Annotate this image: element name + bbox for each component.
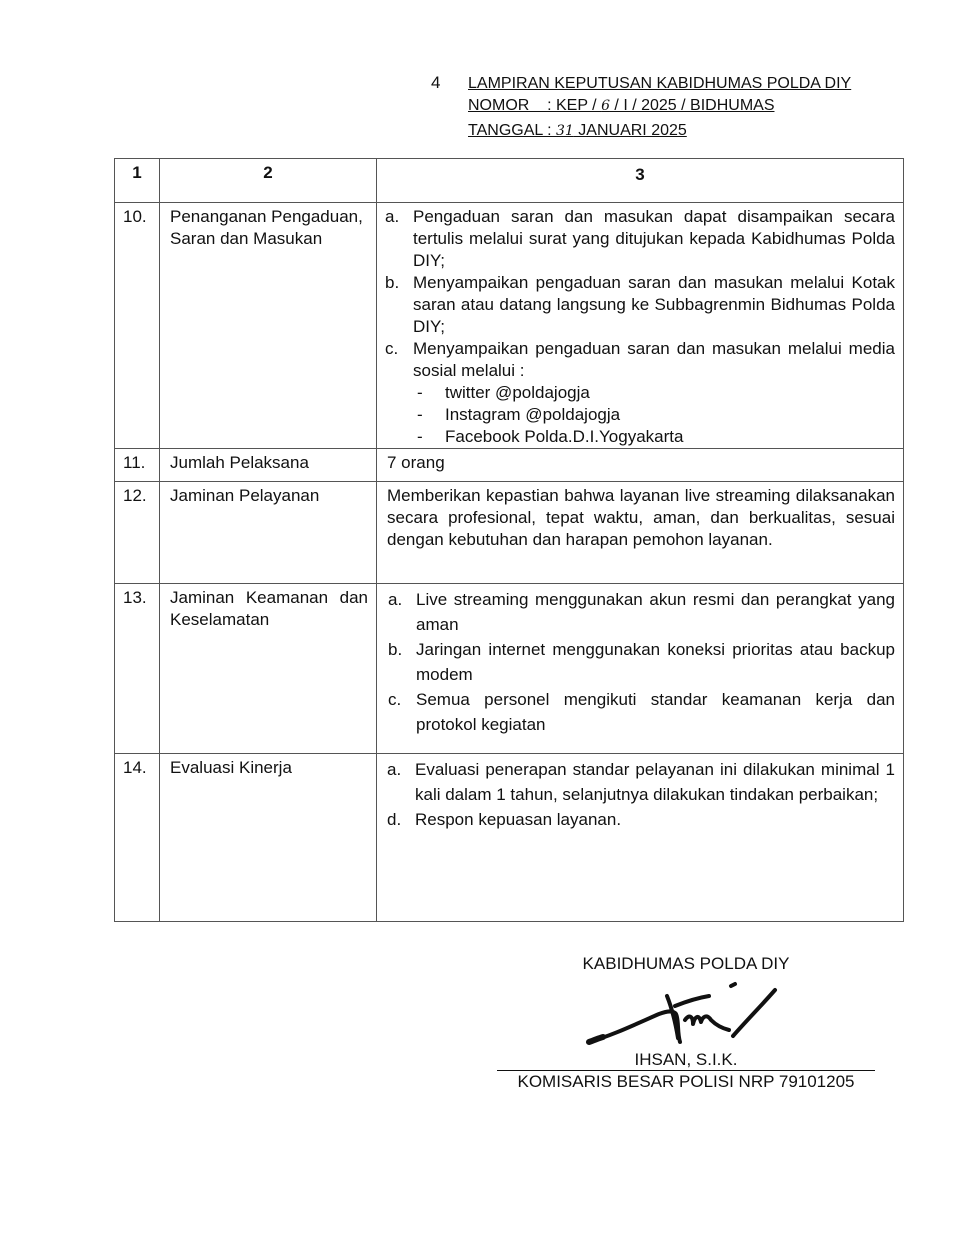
list-item: b. Jaringan internet menggunakan koneksi prioritas atau backup modem [388, 640, 895, 684]
row-title: Penanganan Pengaduan, Saran dan Masukan [160, 203, 377, 449]
list-item: a. Live streaming menggunakan akun resmi dan perangkat yang aman [388, 590, 895, 634]
page-number: 4 [431, 73, 441, 92]
row-content [377, 754, 904, 922]
handwritten-signature [581, 980, 791, 1052]
table-row [115, 482, 904, 584]
row-title: Jaminan Keamanan dan Keselamatan [160, 584, 377, 754]
row-content: Memberikan kepastian bahwa layanan live streaming dilaksanakan secara profesional, tepat waktu, aman, dan berkualitas, sesuai dengan kebutuhan dan harapan pemohon layanan. [377, 482, 904, 584]
table-row [115, 203, 904, 449]
signatory-rank: KOMISARIS BESAR POLISI NRP 79101205 [517, 1072, 855, 1091]
row-number: 11. [115, 449, 160, 482]
row-title: Jumlah Pelaksana [160, 449, 377, 482]
row-number: 14. [115, 754, 160, 922]
signatory-name: IHSAN, S.I.K. [497, 1050, 875, 1071]
list-item: b. Menyampaikan pengaduan saran dan masukan melalui Kotak saran atau datang langsung ke Subbagrenmin Bidhumas Polda DIY; [385, 273, 895, 336]
signature-block [497, 954, 875, 1093]
list-item: a. Pengaduan saran dan masukan dapat disampaikan secara tertulis melalui surat yang ditujukan kepada Kabidhumas Polda DIY; [385, 207, 895, 270]
sub-list-item: - Facebook Polda.D.I.Yogyakarta [417, 427, 684, 446]
row-title: Jaminan Pelayanan [160, 482, 377, 584]
list-item: a. Evaluasi penerapan standar pelayanan ini dilakukan minimal 1 kali dalam 1 tahun, selanjutnya dilakukan tindakan perbaikan; [387, 760, 895, 804]
row-number: 13. [115, 584, 160, 754]
header-nomor: NOMOR : KEP / 6 / I / 2025 / BIDHUMAS [468, 97, 775, 114]
column-header-1: 1 [115, 159, 160, 203]
header-title: LAMPIRAN KEPUTUSAN KABIDHUMAS POLDA DIY [468, 75, 852, 92]
document-header [468, 73, 851, 142]
column-header-2: 2 [160, 159, 377, 203]
header-tanggal: TANGGAL : 31 JANUARI 2025 [468, 122, 687, 139]
handwritten-number: 6 [601, 98, 610, 114]
table-row [115, 584, 904, 754]
row-content [377, 584, 904, 754]
list-item: c. Semua personel mengikuti standar keamanan kerja dan protokol kegiatan [388, 690, 895, 734]
table-row [115, 754, 904, 922]
signatory-title: KABIDHUMAS POLDA DIY [582, 954, 790, 973]
sub-list-item: - Instagram @poldajogja [417, 405, 621, 424]
row-number: 10. [115, 203, 160, 449]
handwritten-date: 31 [556, 123, 574, 139]
row-number: 12. [115, 482, 160, 584]
row-content [377, 203, 904, 449]
list-item: d. Respon kepuasan layanan. [387, 810, 622, 829]
row-content: 7 orang [377, 449, 904, 482]
column-header-3: 3 [377, 159, 904, 203]
table-header-row [115, 159, 904, 203]
sub-list-item: - twitter @poldajogja [417, 383, 590, 402]
service-standard-table [114, 158, 904, 922]
row-title: Evaluasi Kinerja [160, 754, 377, 922]
table-row [115, 449, 904, 482]
list-item: c. Menyampaikan pengaduan saran dan masukan melalui media sosial melalui : [385, 339, 895, 380]
